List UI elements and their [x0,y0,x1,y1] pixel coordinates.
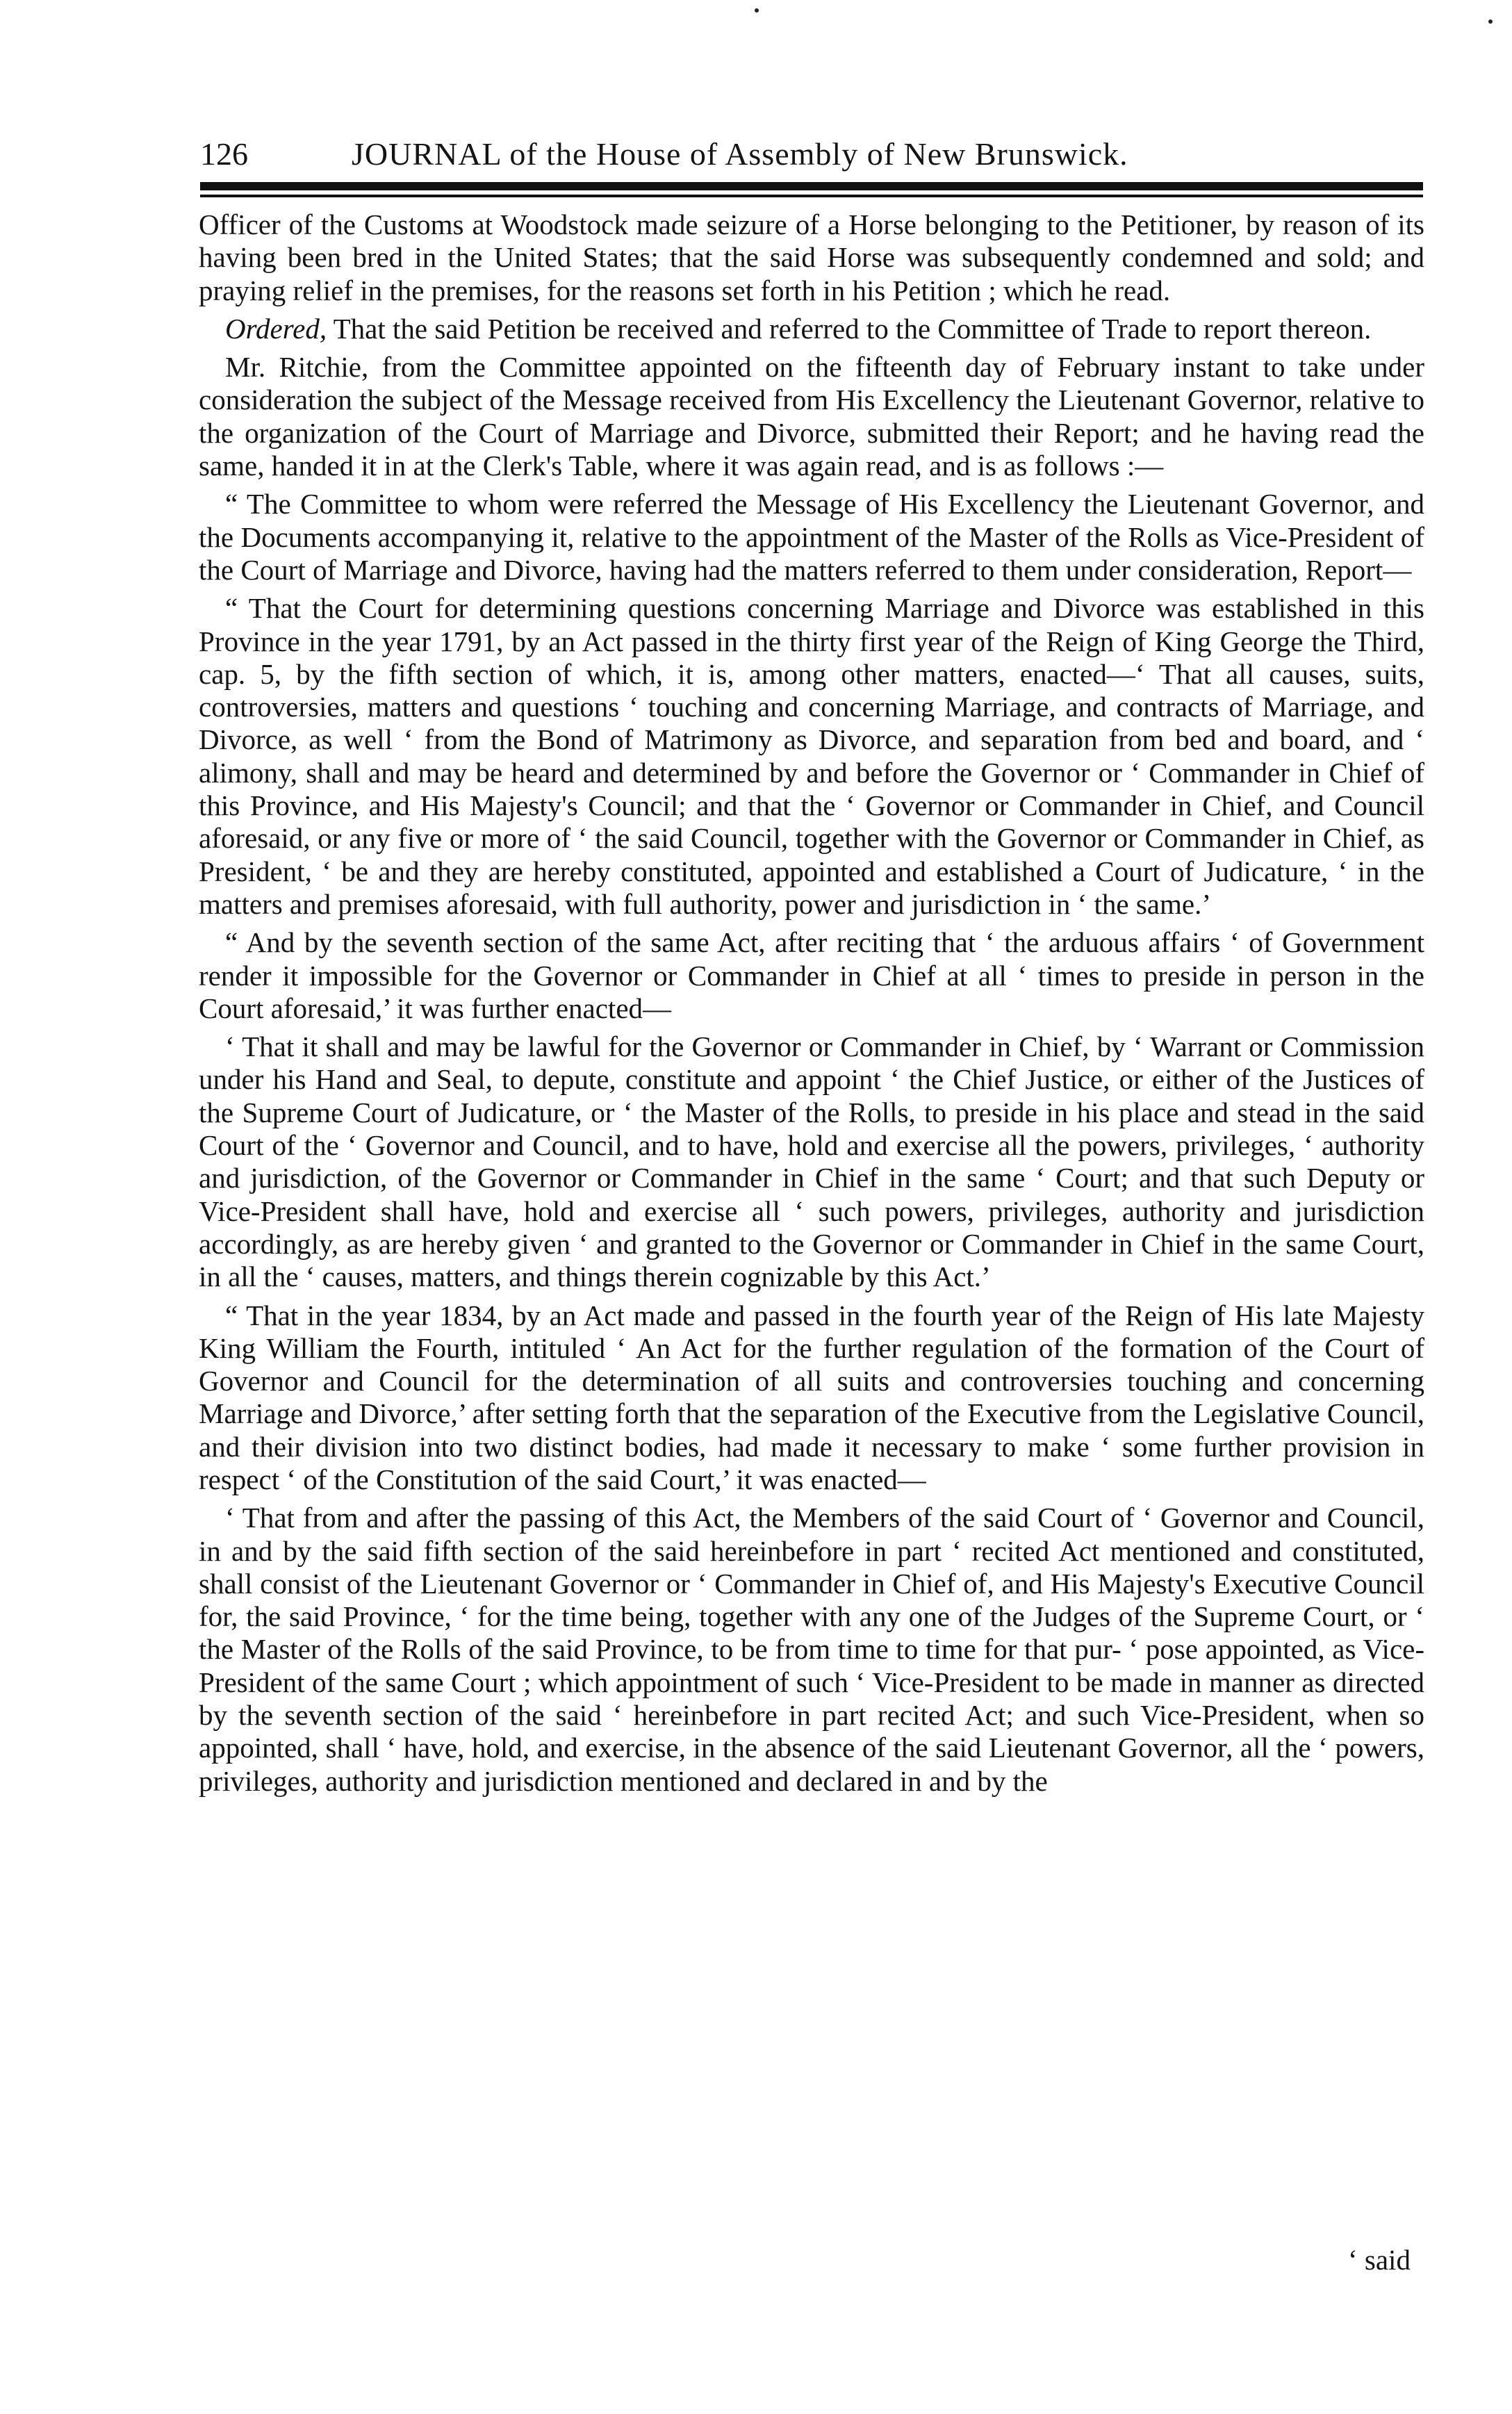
paragraph [199,313,1424,345]
header-rule-thin [200,195,1423,197]
paragraph-text: “ The Committee to whom were referred the Message of His Excellency the Lieutenant Governor, and the Documents accompanying it, relative to the appointment of the Master of the Rolls as Vice-President of the Court of Marriage and Divorce, having had the matters referred to them under consideration, Report— [199,488,1424,586]
paragraph [199,1299,1424,1497]
paragraph-text: “ That the Court for determining questions concerning Marriage and Divorce was established in this Province in the year 1791, by an Act passed in the thirty first year of the Reign of King George the Third, cap. 5, by the fifth section of which, it is, among other matters, enacted—‘ That all causes, suits, controversies, matters and questions ‘ touching and concerning Marriage, and contracts of Marriage, and Divorce, as well ‘ from the Bond of Matrimony as Divorce, and separation from bed and board, and ‘ alimony, shall and may be heard and determined by and before the Governor or ‘ Commander in Chief of this Province, and His Majesty's Council; and that the ‘ Governor or Commander in Chief, and Council aforesaid, or any five or more of ‘ the said Council, together with the Governor or Commander in Chief, as President, ‘ be and they are hereby constituted, appointed and established a Court of Judicature, ‘ in the matters and premises aforesaid, with full authority, power and jurisdiction in ‘ the same.’ [199,592,1424,920]
paragraph [199,208,1424,307]
paragraph [199,488,1424,586]
paragraph-text: ‘ That from and after the passing of this Act, the Members of the said Court of ‘ Governor and Council, in and by the said fifth section of the said hereinbefore in part ‘ recited Act mentioned and constituted, shall consist of the Lieutenant Governor or ‘ Commander in Chief of, and His Majesty's Executive Council for, the said Province, ‘ for the time being, together with any one of the Judges of the Supreme Court, or ‘ the Master of the Rolls of the said Province, to be from time to time for that pur- ‘ pose appointed, as Vice-President of the same Court ; which appointment of such ‘ Vice-President to be made in manner as directed by the seventh section of the said ‘ hereinbefore in part recited Act; and such Vice-President, when so appointed, shall ‘ have, hold, and exercise, in the absence of the said Lieutenant Governor, all the ‘ powers, privileges, authority and jurisdiction mentioned and declared in and by the [199,1502,1424,1797]
paragraph-text: Officer of the Customs at Woodstock made seizure of a Horse belonging to the Petitioner, by reason of its having been bred in the United States; that the said Horse was subsequently condemned and sold; and praying relief in the premises, for the reasons set forth in his Petition ; which he read. [199,208,1424,306]
paragraph-text: Mr. Ritchie, from the Committee appointed on the fifteenth day of February instant to take under consideration the subject of the Message received from His Excellency the Lieutenant Governor, relative to the organization of the Court of Marriage and Divorce, submitted their Report; and he having read the same, handed it in at the Clerk's Table, where it was again read, and is as follows :— [199,351,1424,482]
catchword: ‘ said [1348,2244,1411,2276]
paragraph [199,1502,1424,1798]
paragraph [199,592,1424,921]
paragraph-text: ‘ That it shall and may be lawful for the Governor or Commander in Chief, by ‘ Warrant or Commission under his Hand and Seal, to depute, constitute and appoint ‘ the Chief Justice, or either of the Justices of the Supreme Court of Judicature, or ‘ the Master of the Rolls, to preside in his place and stead in the said Court of the ‘ Governor and Council, and to have, hold and exercise all the powers, privileges, ‘ authority and jurisdiction, of the Governor or Commander in Chief in the same ‘ Court; and that such Deputy or Vice-President shall have, hold and exercise all ‘ such powers, privileges, authority and jurisdiction accordingly, as are hereby given ‘ and granted to the Governor or Commander in Chief in the same Court, in all the ‘ causes, matters, and things therein cognizable by this Act.’ [199,1031,1424,1293]
paragraph-text: That the said Petition be received and referred to the Committee of Trade to report thereon. [333,312,1372,345]
header-rule-thick [200,182,1423,190]
paragraph [199,1031,1424,1293]
paragraph-text: “ And by the seventh section of the same Act, after reciting that ‘ the arduous affairs ‘ of Government render it impossible for the Governor or Commander in Chief at all ‘ times to preside in person in the Court aforesaid,’ it was further enacted— [199,926,1424,1024]
page-header [200,132,1423,176]
ordered-lead: Ordered, [225,312,327,345]
page-number: 126 [200,136,248,172]
paragraph-text: “ That in the year 1834, by an Act made and passed in the fourth year of the Reign of His late Majesty King William the Fourth, intituled ‘ An Act for the further regulation of the formation of the Court of Governor and Council for the determination of all suits and controversies touching and concerning Marriage and Divorce,’ after setting forth that the separation of the Executive from the Legislative Council, and their division into two distinct bodies, had made it necessary to make ‘ some further provision in respect ‘ of the Constitution of the said Court,’ it was enacted— [199,1299,1424,1495]
ink-speck [1488,19,1493,24]
body-text [199,208,1424,1803]
running-head: JOURNAL of the House of Assembly of New Brunswick. [352,136,1128,172]
paragraph [199,351,1424,482]
ink-speck [755,8,759,13]
paragraph [199,926,1424,1025]
